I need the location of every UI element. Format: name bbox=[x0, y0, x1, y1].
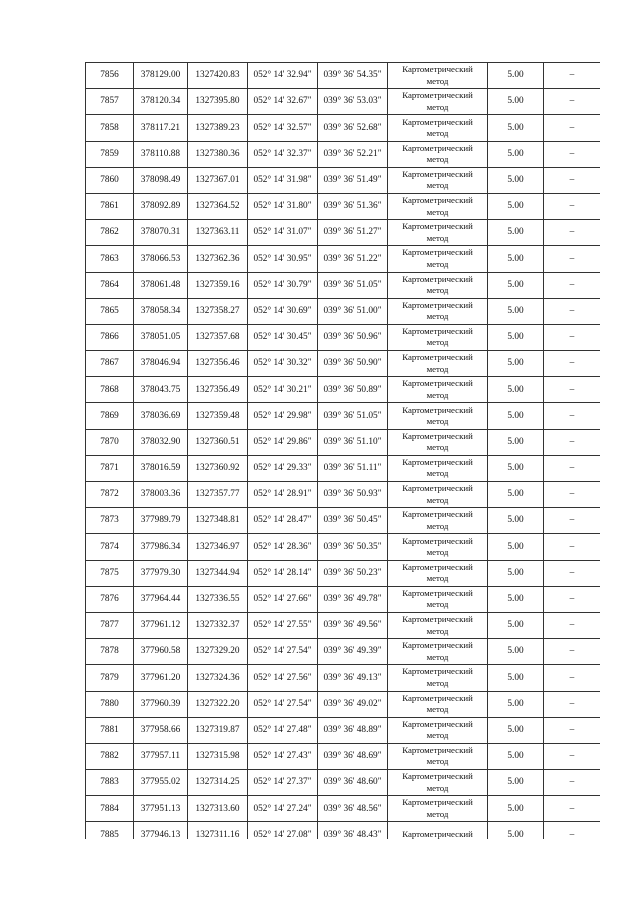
table-row bbox=[86, 455, 601, 481]
table-row bbox=[86, 665, 601, 691]
table-row bbox=[86, 508, 601, 534]
x-coordinate-cell: 377951.13 bbox=[134, 796, 188, 822]
latitude-cell: 052° 14' 29.86" bbox=[248, 429, 318, 455]
empty-value-cell: – bbox=[544, 822, 601, 839]
y-coordinate-cell: 1327344.94 bbox=[188, 560, 248, 586]
method-cell: Картометрический метод bbox=[388, 272, 488, 298]
empty-value-cell: – bbox=[544, 324, 601, 350]
latitude-cell: 052° 14' 30.79" bbox=[248, 272, 318, 298]
method-cell: Картометрический метод bbox=[388, 377, 488, 403]
table-row bbox=[86, 822, 601, 839]
table-row bbox=[86, 639, 601, 665]
longitude-cell: 039° 36' 52.68" bbox=[318, 115, 388, 141]
longitude-cell: 039° 36' 48.56" bbox=[318, 796, 388, 822]
table-row bbox=[86, 141, 601, 167]
longitude-cell: 039° 36' 51.27" bbox=[318, 220, 388, 246]
point-number-cell: 7863 bbox=[86, 246, 134, 272]
longitude-cell: 039° 36' 53.03" bbox=[318, 89, 388, 115]
point-number-cell: 7861 bbox=[86, 193, 134, 219]
point-number-cell: 7862 bbox=[86, 220, 134, 246]
point-number-cell: 7867 bbox=[86, 351, 134, 377]
longitude-cell: 039° 36' 48.43" bbox=[318, 822, 388, 839]
latitude-cell: 052° 14' 30.21" bbox=[248, 377, 318, 403]
latitude-cell: 052° 14' 31.98" bbox=[248, 167, 318, 193]
table-row bbox=[86, 89, 601, 115]
x-coordinate-cell: 378129.00 bbox=[134, 63, 188, 89]
x-coordinate-cell: 377957.11 bbox=[134, 743, 188, 769]
table-row bbox=[86, 377, 601, 403]
x-coordinate-cell: 378043.75 bbox=[134, 377, 188, 403]
empty-value-cell: – bbox=[544, 534, 601, 560]
y-coordinate-cell: 1327319.87 bbox=[188, 717, 248, 743]
x-coordinate-cell: 378117.21 bbox=[134, 115, 188, 141]
empty-value-cell: – bbox=[544, 272, 601, 298]
longitude-cell: 039° 36' 48.60" bbox=[318, 770, 388, 796]
table-row bbox=[86, 429, 601, 455]
empty-value-cell: – bbox=[544, 639, 601, 665]
method-cell: Картометрический метод bbox=[388, 534, 488, 560]
x-coordinate-cell: 378070.31 bbox=[134, 220, 188, 246]
y-coordinate-cell: 1327315.98 bbox=[188, 743, 248, 769]
x-coordinate-cell: 377960.39 bbox=[134, 691, 188, 717]
point-number-cell: 7875 bbox=[86, 560, 134, 586]
accuracy-cell: 5.00 bbox=[488, 324, 544, 350]
x-coordinate-cell: 378058.34 bbox=[134, 298, 188, 324]
method-cell: Картометрический метод bbox=[388, 665, 488, 691]
y-coordinate-cell: 1327348.81 bbox=[188, 508, 248, 534]
latitude-cell: 052° 14' 27.43" bbox=[248, 743, 318, 769]
table-row bbox=[86, 612, 601, 638]
table-row bbox=[86, 63, 601, 89]
x-coordinate-cell: 378016.59 bbox=[134, 455, 188, 481]
point-number-cell: 7874 bbox=[86, 534, 134, 560]
latitude-cell: 052° 14' 29.98" bbox=[248, 403, 318, 429]
table-row bbox=[86, 586, 601, 612]
x-coordinate-cell: 378036.69 bbox=[134, 403, 188, 429]
latitude-cell: 052° 14' 28.91" bbox=[248, 482, 318, 508]
table-row bbox=[86, 115, 601, 141]
method-cell: Картометрический метод bbox=[388, 560, 488, 586]
accuracy-cell: 5.00 bbox=[488, 246, 544, 272]
accuracy-cell: 5.00 bbox=[488, 770, 544, 796]
point-number-cell: 7884 bbox=[86, 796, 134, 822]
accuracy-cell: 5.00 bbox=[488, 796, 544, 822]
point-number-cell: 7880 bbox=[86, 691, 134, 717]
point-number-cell: 7860 bbox=[86, 167, 134, 193]
y-coordinate-cell: 1327360.51 bbox=[188, 429, 248, 455]
accuracy-cell: 5.00 bbox=[488, 141, 544, 167]
longitude-cell: 039° 36' 51.11" bbox=[318, 455, 388, 481]
longitude-cell: 039° 36' 51.49" bbox=[318, 167, 388, 193]
y-coordinate-cell: 1327332.37 bbox=[188, 612, 248, 638]
method-cell: Картометрический bbox=[388, 822, 488, 839]
accuracy-cell: 5.00 bbox=[488, 193, 544, 219]
accuracy-cell: 5.00 bbox=[488, 665, 544, 691]
empty-value-cell: – bbox=[544, 796, 601, 822]
table-row bbox=[86, 167, 601, 193]
y-coordinate-cell: 1327420.83 bbox=[188, 63, 248, 89]
x-coordinate-cell: 377946.13 bbox=[134, 822, 188, 839]
method-cell: Картометрический метод bbox=[388, 298, 488, 324]
table-row bbox=[86, 743, 601, 769]
method-cell: Картометрический метод bbox=[388, 351, 488, 377]
method-cell: Картометрический метод bbox=[388, 115, 488, 141]
table-viewport bbox=[85, 62, 600, 839]
x-coordinate-cell: 378110.88 bbox=[134, 141, 188, 167]
table-body bbox=[86, 63, 601, 840]
longitude-cell: 039° 36' 51.22" bbox=[318, 246, 388, 272]
x-coordinate-cell: 378032.90 bbox=[134, 429, 188, 455]
empty-value-cell: – bbox=[544, 141, 601, 167]
empty-value-cell: – bbox=[544, 351, 601, 377]
point-number-cell: 7856 bbox=[86, 63, 134, 89]
x-coordinate-cell: 377955.02 bbox=[134, 770, 188, 796]
longitude-cell: 039° 36' 51.05" bbox=[318, 272, 388, 298]
accuracy-cell: 5.00 bbox=[488, 403, 544, 429]
longitude-cell: 039° 36' 54.35" bbox=[318, 63, 388, 89]
y-coordinate-cell: 1327314.25 bbox=[188, 770, 248, 796]
x-coordinate-cell: 378092.89 bbox=[134, 193, 188, 219]
x-coordinate-cell: 377979.30 bbox=[134, 560, 188, 586]
method-cell: Картометрический метод bbox=[388, 324, 488, 350]
point-number-cell: 7877 bbox=[86, 612, 134, 638]
method-cell: Картометрический метод bbox=[388, 63, 488, 89]
table-row bbox=[86, 534, 601, 560]
accuracy-cell: 5.00 bbox=[488, 272, 544, 298]
latitude-cell: 052° 14' 28.36" bbox=[248, 534, 318, 560]
longitude-cell: 039° 36' 52.21" bbox=[318, 141, 388, 167]
method-cell: Картометрический метод bbox=[388, 770, 488, 796]
latitude-cell: 052° 14' 32.94" bbox=[248, 63, 318, 89]
accuracy-cell: 5.00 bbox=[488, 89, 544, 115]
table-row bbox=[86, 770, 601, 796]
longitude-cell: 039° 36' 49.56" bbox=[318, 612, 388, 638]
point-number-cell: 7873 bbox=[86, 508, 134, 534]
longitude-cell: 039° 36' 51.00" bbox=[318, 298, 388, 324]
empty-value-cell: – bbox=[544, 770, 601, 796]
latitude-cell: 052° 14' 27.56" bbox=[248, 665, 318, 691]
longitude-cell: 039° 36' 50.89" bbox=[318, 377, 388, 403]
y-coordinate-cell: 1327311.16 bbox=[188, 822, 248, 839]
y-coordinate-cell: 1327356.46 bbox=[188, 351, 248, 377]
accuracy-cell: 5.00 bbox=[488, 298, 544, 324]
latitude-cell: 052° 14' 32.57" bbox=[248, 115, 318, 141]
x-coordinate-cell: 378098.49 bbox=[134, 167, 188, 193]
longitude-cell: 039° 36' 50.93" bbox=[318, 482, 388, 508]
point-number-cell: 7857 bbox=[86, 89, 134, 115]
latitude-cell: 052° 14' 30.32" bbox=[248, 351, 318, 377]
latitude-cell: 052° 14' 27.48" bbox=[248, 717, 318, 743]
accuracy-cell: 5.00 bbox=[488, 822, 544, 839]
longitude-cell: 039° 36' 51.10" bbox=[318, 429, 388, 455]
y-coordinate-cell: 1327363.11 bbox=[188, 220, 248, 246]
empty-value-cell: – bbox=[544, 482, 601, 508]
method-cell: Картометрический метод bbox=[388, 141, 488, 167]
latitude-cell: 052° 14' 27.55" bbox=[248, 612, 318, 638]
point-number-cell: 7859 bbox=[86, 141, 134, 167]
x-coordinate-cell: 377989.79 bbox=[134, 508, 188, 534]
y-coordinate-cell: 1327389.23 bbox=[188, 115, 248, 141]
y-coordinate-cell: 1327367.01 bbox=[188, 167, 248, 193]
y-coordinate-cell: 1327362.36 bbox=[188, 246, 248, 272]
method-cell: Картометрический метод bbox=[388, 246, 488, 272]
method-cell: Картометрический метод bbox=[388, 429, 488, 455]
latitude-cell: 052° 14' 27.37" bbox=[248, 770, 318, 796]
method-cell: Картометрический метод bbox=[388, 403, 488, 429]
accuracy-cell: 5.00 bbox=[488, 351, 544, 377]
longitude-cell: 039° 36' 50.45" bbox=[318, 508, 388, 534]
y-coordinate-cell: 1327346.97 bbox=[188, 534, 248, 560]
x-coordinate-cell: 378061.48 bbox=[134, 272, 188, 298]
empty-value-cell: – bbox=[544, 193, 601, 219]
empty-value-cell: – bbox=[544, 717, 601, 743]
empty-value-cell: – bbox=[544, 403, 601, 429]
accuracy-cell: 5.00 bbox=[488, 377, 544, 403]
longitude-cell: 039° 36' 51.36" bbox=[318, 193, 388, 219]
empty-value-cell: – bbox=[544, 377, 601, 403]
longitude-cell: 039° 36' 51.05" bbox=[318, 403, 388, 429]
method-cell: Картометрический метод bbox=[388, 482, 488, 508]
method-cell: Картометрический метод bbox=[388, 743, 488, 769]
latitude-cell: 052° 14' 28.14" bbox=[248, 560, 318, 586]
latitude-cell: 052° 14' 32.37" bbox=[248, 141, 318, 167]
accuracy-cell: 5.00 bbox=[488, 586, 544, 612]
table-row bbox=[86, 246, 601, 272]
point-number-cell: 7871 bbox=[86, 455, 134, 481]
longitude-cell: 039° 36' 48.89" bbox=[318, 717, 388, 743]
point-number-cell: 7869 bbox=[86, 403, 134, 429]
table-row bbox=[86, 351, 601, 377]
y-coordinate-cell: 1327324.36 bbox=[188, 665, 248, 691]
empty-value-cell: – bbox=[544, 586, 601, 612]
longitude-cell: 039° 36' 50.35" bbox=[318, 534, 388, 560]
point-number-cell: 7872 bbox=[86, 482, 134, 508]
longitude-cell: 039° 36' 50.23" bbox=[318, 560, 388, 586]
empty-value-cell: – bbox=[544, 298, 601, 324]
point-number-cell: 7868 bbox=[86, 377, 134, 403]
accuracy-cell: 5.00 bbox=[488, 508, 544, 534]
x-coordinate-cell: 377961.20 bbox=[134, 665, 188, 691]
method-cell: Картометрический метод bbox=[388, 455, 488, 481]
y-coordinate-cell: 1327360.92 bbox=[188, 455, 248, 481]
point-number-cell: 7858 bbox=[86, 115, 134, 141]
y-coordinate-cell: 1327359.48 bbox=[188, 403, 248, 429]
accuracy-cell: 5.00 bbox=[488, 167, 544, 193]
latitude-cell: 052° 14' 30.45" bbox=[248, 324, 318, 350]
x-coordinate-cell: 377960.58 bbox=[134, 639, 188, 665]
method-cell: Картометрический метод bbox=[388, 796, 488, 822]
point-number-cell: 7876 bbox=[86, 586, 134, 612]
empty-value-cell: – bbox=[544, 665, 601, 691]
empty-value-cell: – bbox=[544, 560, 601, 586]
empty-value-cell: – bbox=[544, 691, 601, 717]
point-number-cell: 7870 bbox=[86, 429, 134, 455]
accuracy-cell: 5.00 bbox=[488, 455, 544, 481]
longitude-cell: 039° 36' 49.02" bbox=[318, 691, 388, 717]
x-coordinate-cell: 377964.44 bbox=[134, 586, 188, 612]
latitude-cell: 052° 14' 32.67" bbox=[248, 89, 318, 115]
method-cell: Картометрический метод bbox=[388, 89, 488, 115]
x-coordinate-cell: 377958.66 bbox=[134, 717, 188, 743]
y-coordinate-cell: 1327322.20 bbox=[188, 691, 248, 717]
table-row bbox=[86, 560, 601, 586]
empty-value-cell: – bbox=[544, 743, 601, 769]
point-number-cell: 7882 bbox=[86, 743, 134, 769]
table-row bbox=[86, 796, 601, 822]
y-coordinate-cell: 1327356.49 bbox=[188, 377, 248, 403]
point-number-cell: 7881 bbox=[86, 717, 134, 743]
empty-value-cell: – bbox=[544, 115, 601, 141]
y-coordinate-cell: 1327357.68 bbox=[188, 324, 248, 350]
method-cell: Картометрический метод bbox=[388, 167, 488, 193]
method-cell: Картометрический метод bbox=[388, 193, 488, 219]
point-number-cell: 7866 bbox=[86, 324, 134, 350]
empty-value-cell: – bbox=[544, 89, 601, 115]
point-number-cell: 7864 bbox=[86, 272, 134, 298]
longitude-cell: 039° 36' 50.96" bbox=[318, 324, 388, 350]
y-coordinate-cell: 1327358.27 bbox=[188, 298, 248, 324]
latitude-cell: 052° 14' 27.54" bbox=[248, 691, 318, 717]
point-number-cell: 7885 bbox=[86, 822, 134, 839]
table-row bbox=[86, 220, 601, 246]
x-coordinate-cell: 378051.05 bbox=[134, 324, 188, 350]
point-number-cell: 7879 bbox=[86, 665, 134, 691]
empty-value-cell: – bbox=[544, 246, 601, 272]
x-coordinate-cell: 378046.94 bbox=[134, 351, 188, 377]
accuracy-cell: 5.00 bbox=[488, 115, 544, 141]
empty-value-cell: – bbox=[544, 508, 601, 534]
x-coordinate-cell: 378066.53 bbox=[134, 246, 188, 272]
point-number-cell: 7865 bbox=[86, 298, 134, 324]
accuracy-cell: 5.00 bbox=[488, 429, 544, 455]
method-cell: Картометрический метод bbox=[388, 220, 488, 246]
x-coordinate-cell: 377961.12 bbox=[134, 612, 188, 638]
y-coordinate-cell: 1327364.52 bbox=[188, 193, 248, 219]
x-coordinate-cell: 377986.34 bbox=[134, 534, 188, 560]
latitude-cell: 052° 14' 29.33" bbox=[248, 455, 318, 481]
table-row bbox=[86, 298, 601, 324]
point-number-cell: 7883 bbox=[86, 770, 134, 796]
table-row bbox=[86, 717, 601, 743]
accuracy-cell: 5.00 bbox=[488, 534, 544, 560]
empty-value-cell: – bbox=[544, 63, 601, 89]
method-cell: Картометрический метод bbox=[388, 691, 488, 717]
accuracy-cell: 5.00 bbox=[488, 220, 544, 246]
longitude-cell: 039° 36' 49.13" bbox=[318, 665, 388, 691]
method-cell: Картометрический метод bbox=[388, 586, 488, 612]
empty-value-cell: – bbox=[544, 455, 601, 481]
table-row bbox=[86, 691, 601, 717]
empty-value-cell: – bbox=[544, 167, 601, 193]
latitude-cell: 052° 14' 30.95" bbox=[248, 246, 318, 272]
longitude-cell: 039° 36' 49.39" bbox=[318, 639, 388, 665]
empty-value-cell: – bbox=[544, 220, 601, 246]
x-coordinate-cell: 378120.34 bbox=[134, 89, 188, 115]
x-coordinate-cell: 378003.36 bbox=[134, 482, 188, 508]
y-coordinate-cell: 1327357.77 bbox=[188, 482, 248, 508]
method-cell: Картометрический метод bbox=[388, 639, 488, 665]
accuracy-cell: 5.00 bbox=[488, 691, 544, 717]
table-row bbox=[86, 482, 601, 508]
longitude-cell: 039° 36' 50.90" bbox=[318, 351, 388, 377]
empty-value-cell: – bbox=[544, 429, 601, 455]
method-cell: Картометрический метод bbox=[388, 612, 488, 638]
latitude-cell: 052° 14' 28.47" bbox=[248, 508, 318, 534]
accuracy-cell: 5.00 bbox=[488, 717, 544, 743]
point-number-cell: 7878 bbox=[86, 639, 134, 665]
y-coordinate-cell: 1327313.60 bbox=[188, 796, 248, 822]
y-coordinate-cell: 1327336.55 bbox=[188, 586, 248, 612]
longitude-cell: 039° 36' 48.69" bbox=[318, 743, 388, 769]
empty-value-cell: – bbox=[544, 612, 601, 638]
method-cell: Картометрический метод bbox=[388, 508, 488, 534]
coordinates-table bbox=[85, 62, 600, 839]
accuracy-cell: 5.00 bbox=[488, 743, 544, 769]
y-coordinate-cell: 1327395.80 bbox=[188, 89, 248, 115]
table-row bbox=[86, 272, 601, 298]
accuracy-cell: 5.00 bbox=[488, 612, 544, 638]
table-row bbox=[86, 324, 601, 350]
accuracy-cell: 5.00 bbox=[488, 63, 544, 89]
accuracy-cell: 5.00 bbox=[488, 482, 544, 508]
method-cell: Картометрический метод bbox=[388, 717, 488, 743]
y-coordinate-cell: 1327329.20 bbox=[188, 639, 248, 665]
latitude-cell: 052° 14' 27.24" bbox=[248, 796, 318, 822]
latitude-cell: 052° 14' 31.80" bbox=[248, 193, 318, 219]
accuracy-cell: 5.00 bbox=[488, 639, 544, 665]
table-row bbox=[86, 193, 601, 219]
latitude-cell: 052° 14' 27.54" bbox=[248, 639, 318, 665]
latitude-cell: 052° 14' 30.69" bbox=[248, 298, 318, 324]
latitude-cell: 052° 14' 31.07" bbox=[248, 220, 318, 246]
longitude-cell: 039° 36' 49.78" bbox=[318, 586, 388, 612]
y-coordinate-cell: 1327380.36 bbox=[188, 141, 248, 167]
table-row bbox=[86, 403, 601, 429]
accuracy-cell: 5.00 bbox=[488, 560, 544, 586]
latitude-cell: 052° 14' 27.08" bbox=[248, 822, 318, 839]
latitude-cell: 052° 14' 27.66" bbox=[248, 586, 318, 612]
y-coordinate-cell: 1327359.16 bbox=[188, 272, 248, 298]
